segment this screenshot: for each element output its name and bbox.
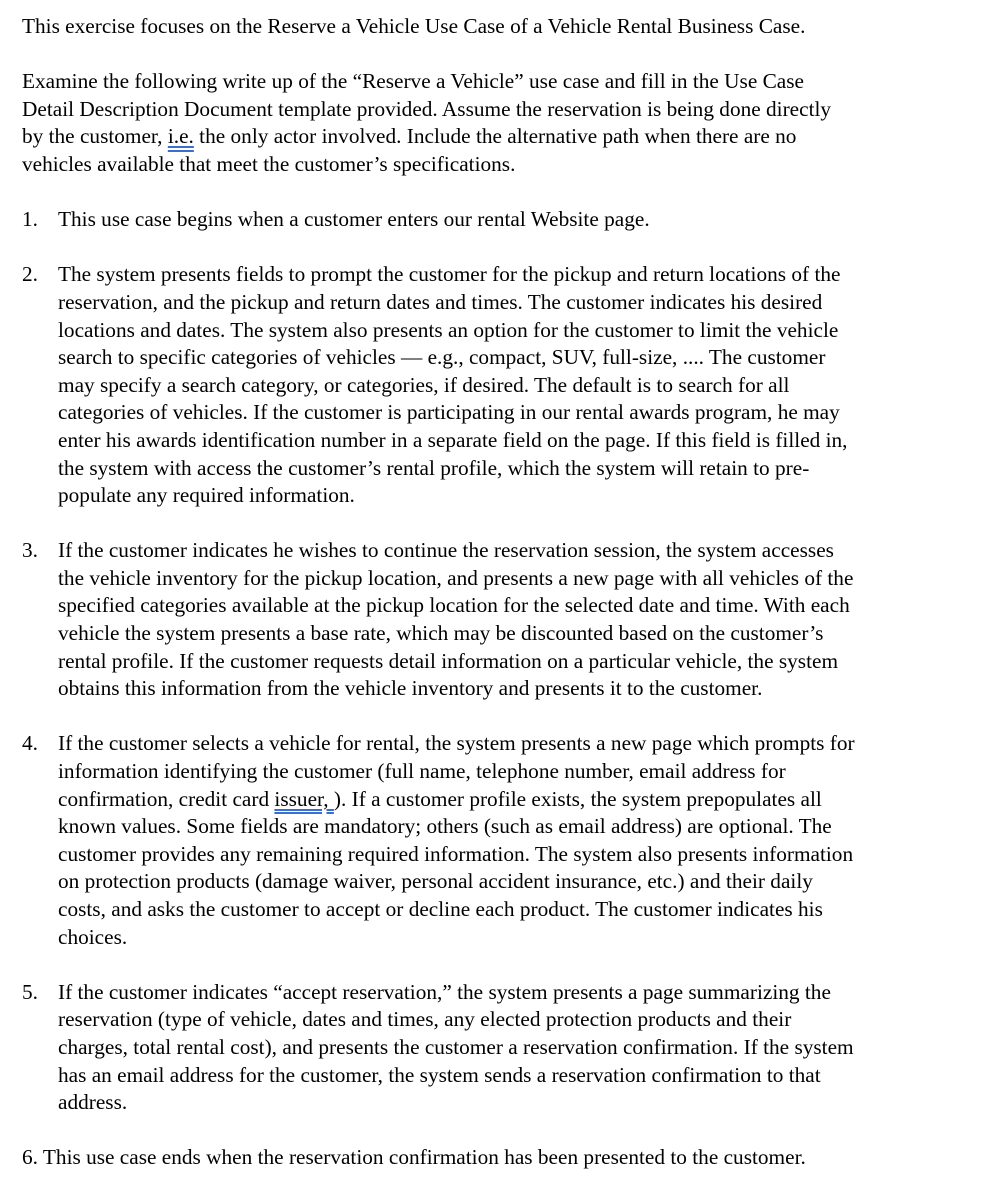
text-line: customer provides any remaining required information. The system also presents information — [58, 841, 854, 866]
item-number: 4. — [22, 731, 38, 756]
text-line: populate any required information. — [58, 483, 355, 508]
spellcheck-underlined-text: issuer, — [274, 786, 334, 811]
text-line: If the customer selects a vehicle for rental, the system presents a new page which prompts for — [58, 731, 855, 756]
text-line: Detail Description Document template provided. Assume the reservation is being done directly — [22, 96, 832, 121]
numbered-item — [22, 537, 988, 703]
text-line: by the customer, i.e. the only actor involved. Include the alternative path when there are no — [22, 124, 797, 149]
text-line: reservation, and the pickup and return dates and times. The customer indicates his desired — [58, 289, 823, 314]
item-number: 1. — [22, 207, 38, 232]
text-line: choices. — [58, 924, 128, 949]
numbered-item — [22, 730, 988, 951]
text-line: charges, total rental cost), and presents the customer a reservation confirmation. If the system — [58, 1034, 854, 1059]
text-line: 6. This use case ends when the reservation confirmation has been presented to the customer. — [22, 1145, 806, 1170]
text-line: on protection products (damage waiver, personal accident insurance, etc.) and their daily — [58, 869, 813, 894]
text-line: known values. Some fields are mandatory; others (such as email address) are optional. The — [58, 814, 832, 839]
text-line: categories of vehicles. If the customer is participating in our rental awards program, he may — [58, 400, 840, 425]
text-line: may specify a search category, or categories, if desired. The default is to search for all — [58, 372, 790, 397]
paragraph — [22, 68, 988, 178]
paragraph — [22, 13, 988, 41]
text-line: vehicle the system presents a base rate, which may be discounted based on the customer’s — [58, 621, 824, 646]
text-line: information identifying the customer (full name, telephone number, email address for — [58, 759, 786, 784]
numbered-item — [22, 206, 988, 234]
text-line: The system presents fields to prompt the customer for the pickup and return locations of the — [58, 262, 841, 287]
item-number: 3. — [22, 538, 38, 563]
text-line: reservation (type of vehicle, dates and times, any elected protection products and their — [58, 1007, 792, 1032]
spellcheck-underlined-text: i.e. — [167, 124, 194, 149]
text-line: This use case begins when a customer enters our rental Website page. — [58, 207, 650, 232]
text-line: confirmation, credit card issuer, ). If a customer profile exists, the system prepopulates all — [58, 786, 822, 811]
text-line: address. — [58, 1090, 128, 1115]
text-line: rental profile. If the customer requests detail information on a particular vehicle, the system — [58, 648, 839, 673]
text-line: Examine the following write up of the “Reserve a Vehicle” use case and fill in the Use Case — [22, 69, 805, 94]
text-line: the system with access the customer’s rental profile, which the system will retain to pre- — [58, 455, 810, 480]
text-line: If the customer indicates he wishes to continue the reservation session, the system accesses — [58, 538, 834, 563]
numbered-item — [22, 979, 988, 1117]
text-line: enter his awards identification number in a separate field on the page. If this field is filled in, — [58, 427, 848, 452]
text-line: vehicles available that meet the customer’s specifications. — [22, 151, 516, 176]
text-line: locations and dates. The system also presents an option for the customer to limit the vehicle — [58, 317, 839, 342]
text-line: the vehicle inventory for the pickup location, and presents a new page with all vehicles of the — [58, 565, 854, 590]
text-line: If the customer indicates “accept reservation,” the system presents a page summarizing the — [58, 979, 831, 1004]
text-line: specified categories available at the pickup location for the selected date and time. With each — [58, 593, 850, 618]
text-line: obtains this information from the vehicle inventory and presents it to the customer. — [58, 676, 763, 701]
item-number: 5. — [22, 979, 38, 1004]
numbered-item — [22, 261, 988, 509]
text-line: This exercise focuses on the Reserve a Vehicle Use Case of a Vehicle Rental Business Case. — [22, 14, 806, 38]
text-line: has an email address for the customer, the system sends a reservation confirmation to that — [58, 1062, 821, 1087]
paragraph — [22, 1144, 988, 1172]
text-line: search to specific categories of vehicles — e.g., compact, SUV, full-size, .... The customer — [58, 345, 826, 370]
item-number: 2. — [22, 262, 38, 287]
text-line: costs, and asks the customer to accept or decline each product. The customer indicates his — [58, 897, 823, 921]
